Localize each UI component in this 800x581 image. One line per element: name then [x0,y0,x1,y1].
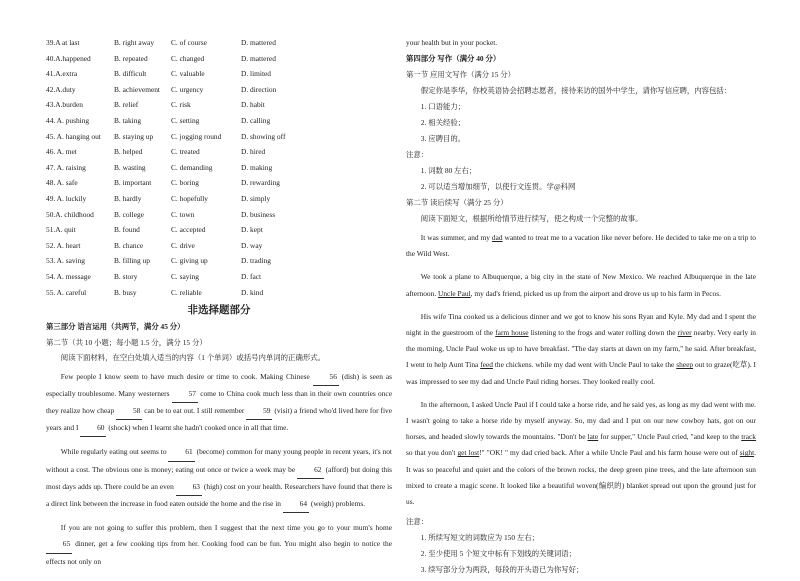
option-row [46,163,392,179]
option-c[interactable]: C. demanding [171,162,213,172]
option-a[interactable]: 40.A.happened [46,53,91,63]
continued-text: your health but in your pocket. [406,38,498,47]
option-a[interactable]: 42.A.duty [46,84,76,94]
blank-65[interactable]: 65 [46,536,72,553]
keyword: get lost [457,448,480,458]
option-c[interactable]: C. risk [171,100,191,110]
blank-56[interactable]: 56 [313,369,339,386]
option-a[interactable]: 46. A. met [46,147,77,157]
option-d[interactable]: D. mattered [241,38,276,47]
right-column [406,38,756,581]
option-row [46,225,392,241]
option-b[interactable]: B. chance [114,240,144,250]
option-a[interactable]: 51.A. quit [46,225,76,235]
story-paragraph-2: We took a plane to Albuquerque, a big city in the state of New Mexico. We reached Albuquerque in the late afternoon. Uncle Paul, my dad's friend, picked us up from the airport and drove us up to his farm in Pecos. [406,272,756,298]
option-d[interactable]: D. fact [241,271,262,281]
option-b[interactable]: B. helped [114,147,143,157]
part3-header: 第三部分 语言运用（共两节，满分 45 分） [46,322,185,332]
blank-64[interactable]: 64 [283,496,309,513]
option-d[interactable]: D. way [241,240,263,250]
option-row [46,54,392,70]
instructions: 阅读下面材料，在空白处填入适当的内容（1 个单词）或括号内单词的正确形式。 [60,353,326,363]
option-a[interactable]: 41.A.extra [46,69,78,79]
option-b[interactable]: B. college [114,209,144,219]
option-d[interactable]: D. limited [241,69,271,79]
option-c[interactable]: C. setting [171,115,200,125]
left-column [46,38,392,577]
option-a[interactable]: 47. A. raising [46,162,86,172]
writing-task: 假定你是李华，你校英语协会招聘志愿者，接待来访的国外中学生，请你写信应聘，内容包括： [420,86,732,95]
option-b[interactable]: B. right away [114,38,155,47]
task-item-1: 1. 口语能力； [420,102,466,111]
option-b[interactable]: B. found [114,225,140,235]
option-c[interactable]: C. of course [171,38,207,47]
note2-item-3: 3. 续写部分分为两段，每段的开头语已为你写好； [420,565,584,575]
option-b[interactable]: B. hardly [114,193,142,203]
writing-section1-header: 第一节 应用文写作（满分 15 分） [406,70,516,79]
option-b[interactable]: B. achievement [114,84,160,94]
option-a[interactable]: 50.A. childhood [46,209,94,219]
blank-58[interactable]: 58 [116,403,142,420]
blank-60[interactable]: 60 [80,420,106,437]
option-d[interactable]: D. trading [241,256,271,266]
option-a[interactable]: 48. A. safe [46,178,78,188]
option-d[interactable]: D. kept [241,225,263,235]
continuation-instructions: 阅读下面短文，根据所给情节进行续写，使之构成一个完整的故事。 [420,214,643,223]
option-d[interactable]: D. hired [241,147,266,157]
option-c[interactable]: C. boring [171,178,199,188]
option-d[interactable]: D. simply [241,193,271,203]
keyword: sight [739,448,755,458]
task-item-2: 2. 相关经验； [420,118,466,127]
story-paragraph-3: His wife Tina cooked us a delicious dinner and we got to know his sons Ryan and Kyle. My dad and I spent the night in the guestroom of the farm house listening to the frogs and water rolling down the river nearby. Very early in the morning, Uncle Paul woke us up to have breakfast. "The day starts at dawn on my farm," he said. After breakfast, I went to help Aunt Tina feed the chickens. while my dad went with Uncle Paul to take the sheep out to graze(吃草). I was impressed to see my dad and Uncle Paul riding horses. They looked really cool. [406,311,756,386]
option-c[interactable]: C. saying [171,271,199,281]
story-paragraph-1: It was summer, and my dad wanted to treat me to a vacation like never before. He decided to take me on a trip to the Wild West. [406,233,757,259]
option-c[interactable]: C. hopefully [171,193,208,203]
part4-header: 第四部分 写作（满分 40 分） [406,54,501,63]
option-row [46,69,392,85]
option-b[interactable]: B. busy [114,287,137,297]
option-a[interactable]: 39.A at last [46,38,80,47]
option-c[interactable]: C. giving up [171,256,208,266]
option-row [46,38,392,54]
option-row [46,147,392,163]
note2-label: 注意： [406,517,429,527]
option-row [46,194,392,210]
option-c[interactable]: C. urgency [171,84,204,94]
option-d[interactable]: D. rewarding [241,178,280,188]
passage-paragraph-3: If you are not going to suffer this problem, then I suggest that the next time you go to your mum's home 65 dinner, get a few cooking tips from her. Cooking food can be fun. You might also begin to notice the effects not only on [46,523,392,566]
keyword: sheep [676,360,694,370]
option-c[interactable]: C. valuable [171,69,205,79]
option-b[interactable]: B. taking [114,115,142,125]
option-d[interactable]: D. mattered [241,53,276,63]
option-a[interactable]: 43.A.burden [46,100,83,110]
passage-paragraph-2: While regularly eating out seems to 61 (become) common for many young people in recent years, it's not without a cost. The obvious one is money; eating out once or twice a week may be 62 (afford) but doing this most days adds up. There could be an even 63 (high) cost on your health. Researchers have found that there is a direct link between the increase in food eaten outside the home and the rise in 64 (weigh) problems. [46,444,392,513]
option-a[interactable]: 52. A. heart [46,240,81,250]
section2-header: 第二节（共 10 小题；每小题 1.5 分，满分 15 分） [46,337,207,347]
blank-62[interactable]: 62 [297,462,323,479]
option-a[interactable]: 55. A. careful [46,287,87,297]
writing-section2-header: 第二节 读后续写（满分 25 分） [406,198,508,207]
note2-item-1: 1. 所续写短文的词数应为 150 左右； [420,533,540,543]
option-row [46,210,392,226]
option-c[interactable]: C. reliable [171,287,202,297]
option-row [46,272,392,288]
option-c[interactable]: C. drive [171,240,195,250]
option-d[interactable]: D. habit [241,100,265,110]
option-d[interactable]: D. making [241,162,273,172]
blank-59[interactable]: 59 [246,403,272,420]
option-row [46,178,392,194]
option-d[interactable]: D. calling [241,115,271,125]
note2-item-2: 2. 至少使用 5 个短文中标有下划线的关键词语； [420,549,577,559]
option-d[interactable]: D. kind [241,287,264,297]
option-row [46,116,392,132]
option-a[interactable]: 53. A. saving [46,256,86,266]
keyword: river [677,328,692,338]
option-b[interactable]: B. filling up [114,256,150,266]
note-item-1: 1. 词数 80 左右； [420,166,477,175]
option-c[interactable]: C. accepted [171,225,206,235]
passage-paragraph-1: Few people I know seem to have much desire or time to cook. Making Chinese 56 (dish) is seen as especially troublesome. Many westerners 57 come to China cook much less than in their own countries once they realize how cheap 58 can be to eat out. I still remember 59 (visit) a friend who'd lived here for five years and I 60 (shock) when I learnt she hadn't cooked once in all that time. [46,369,392,438]
option-row [46,132,392,148]
option-row [46,241,392,257]
option-b[interactable]: B. repeated [114,53,148,63]
option-row [46,100,392,116]
option-b[interactable]: B. important [114,178,152,188]
keyword: dad [491,233,503,242]
option-c[interactable]: C. changed [171,53,205,63]
option-b[interactable]: B. relief [114,100,139,110]
blank-57[interactable]: 57 [172,386,198,403]
option-row [46,256,392,272]
option-row [46,288,392,304]
options-table [46,38,392,303]
keyword: Uncle Paul [438,288,471,298]
task-item-3: 3. 应聘目的。 [420,134,466,143]
option-b[interactable]: B. wasting [114,162,146,172]
note-item-2: 2. 可以适当增加细节，以使行文连贯。学@科网 [420,182,576,191]
option-b[interactable]: B. story [114,271,138,281]
option-b[interactable]: B. difficult [114,69,147,79]
keyword: farm house [495,328,529,338]
option-c[interactable]: C. jogging round [171,131,222,141]
note-label: 注意： [406,150,429,159]
option-a[interactable]: 44. A. pushing [46,115,90,125]
keyword: late [587,432,599,442]
option-a[interactable]: 49. A. luckily [46,193,87,203]
option-row [46,85,392,101]
option-d[interactable]: D. showing off [241,131,286,141]
option-c[interactable]: C. treated [171,147,200,157]
option-c[interactable]: C. town [171,209,195,219]
section-title: 非选择题部分 [187,305,251,317]
option-a[interactable]: 45. A. hanging out [46,131,101,141]
option-d[interactable]: D. direction [241,84,277,94]
option-b[interactable]: B. staying up [114,131,154,141]
story-paragraph-4: In the afternoon, I asked Uncle Paul if I could take a horse ride, and he said yes, as long as my dad went with me. I wasn't going to take a horse ride by myself anyway. So, my dad and I put on our new cowboy hats, got on our horses, and headed slowly towards the mountains. "Don't be late for supper," Uncle Paul cried, "and keep to the track so that you don't get lost!" "OK! " my dad cried back. After a while Uncle Paul and his farm house were out of sight. It was so peaceful and quiet and the colors of the brown rocks, the deep green pine trees, and the late afternoon sun mixed to create a magic scene. It looked like a beautiful woven(编织的) blanket spread out upon the ground just for us. [406,399,757,507]
blank-61[interactable]: 61 [168,444,194,461]
option-d[interactable]: D. business [241,209,276,219]
keyword: track [741,432,757,442]
keyword: feed [480,360,493,370]
option-a[interactable]: 54. A. message [46,271,91,281]
blank-63[interactable]: 63 [176,479,202,496]
